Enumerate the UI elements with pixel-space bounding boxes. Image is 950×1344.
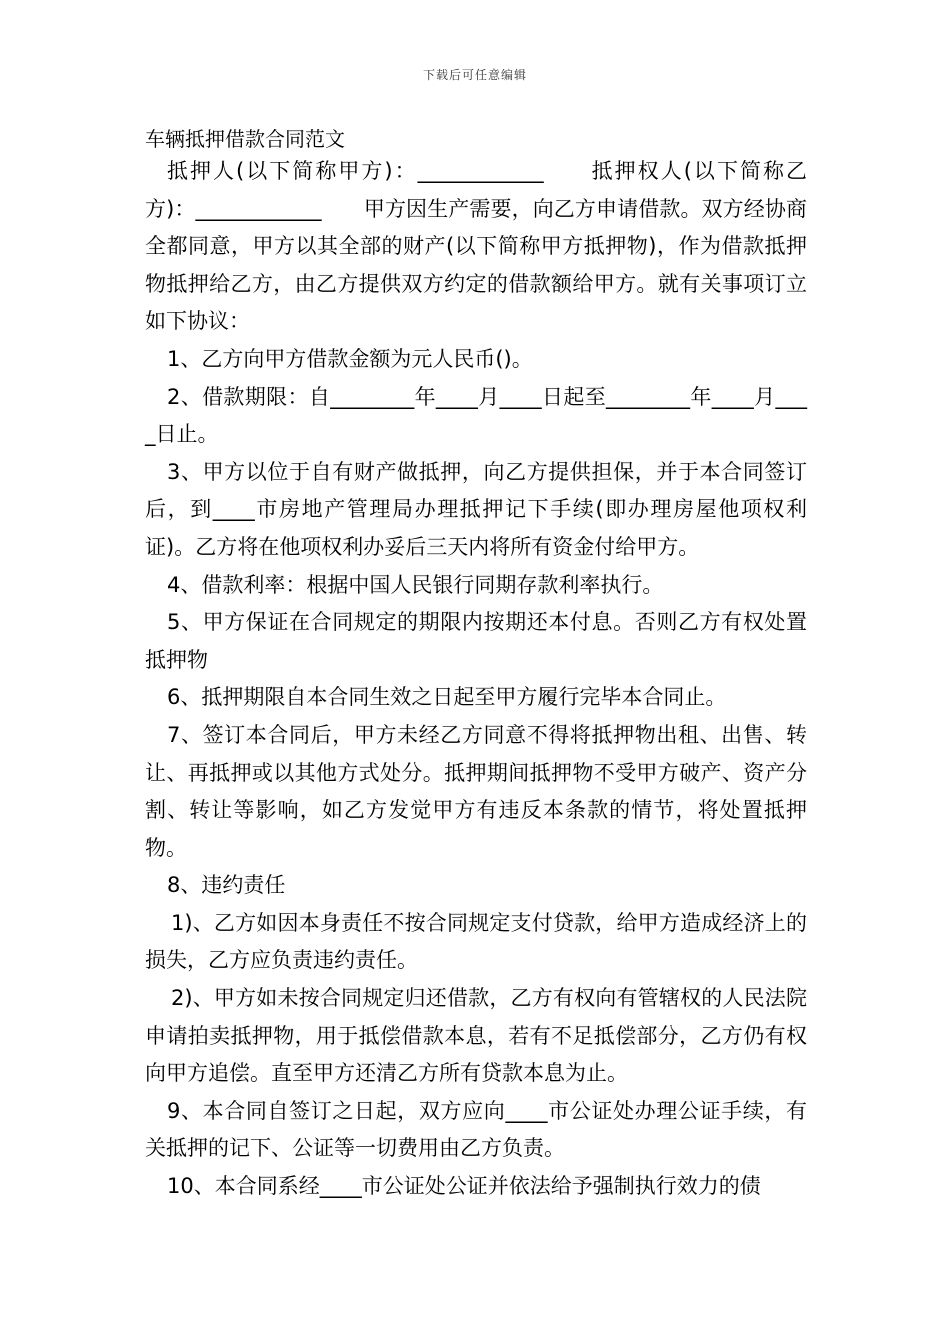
- clause-2: 2、借款期限：自________年____月____日起至________年____月____日止。: [145, 384, 807, 447]
- clause-8-1: 1)、乙方如因本身责任不按合同规定支付贷款，给甲方造成经济上的损失，乙方应负责违约责任。: [145, 910, 807, 973]
- clause-3: 3、甲方以位于自有财产做抵押，向乙方提供担保，并于本合同签订后，到____市房地产管理局办理抵押记下手续(即办理房屋他项权利证)。乙方将在他项权利办妥后三天内将所有资金付给甲方。: [145, 459, 807, 559]
- document-body: [145, 153, 807, 1206]
- clause-6: 6、抵押期限自本合同生效之日起至甲方履行完毕本合同止。: [167, 685, 727, 710]
- clause-5: 5、甲方保证在合同规定的期限内按期还本付息。否则乙方有权处置抵押物: [145, 610, 807, 672]
- document-title: 车辆抵押借款合同范文: [145, 127, 345, 151]
- clause-9: 9、本合同自签订之日起，双方应向____市公证处办理公证手续，有关抵押的记下、公证等一切费用由乙方负责。: [145, 1098, 807, 1161]
- header-note: 下载后可任意编辑: [422, 68, 527, 82]
- clause-4: 4、借款利率：根据中国人民银行同期存款利率执行。: [167, 572, 664, 597]
- clause-1: 1、乙方向甲方借款金额为元人民币()。: [167, 346, 533, 371]
- clause-8-2: 2)、甲方如未按合同规定归还借款，乙方有权向有管辖权的人民法院申请拍卖抵押物，用于抵偿借款本息，若有不足抵偿部分，乙方仍有权向甲方追偿。直至甲方还清乙方所有贷款本息为止。: [145, 986, 807, 1086]
- clause-8: 8、违约责任: [167, 873, 286, 898]
- clause-10: 10、本合同系经____市公证处公证并依法给予强制执行效力的债: [167, 1174, 761, 1199]
- paragraph-intro: 抵押人(以下简称甲方)：____________ 抵押权人(以下简称乙方)：____________ 甲方因生产需要，向乙方申请借款。双方经协商全都同意，甲方以其全部的财产(以下简称甲方抵押物)，作为借款抵押物抵押给乙方，由乙方提供双方约定的借款额给甲方。就有关事项订立如下协议：: [145, 159, 807, 334]
- clause-7: 7、签订本合同后，甲方未经乙方同意不得将抵押物出租、出售、转让、再抵押或以其他方式处分。抵押期间抵押物不受甲方破产、资产分割、转让等影响，如乙方发觉甲方有违反本条款的情节，将处置抵押物。: [145, 722, 807, 860]
